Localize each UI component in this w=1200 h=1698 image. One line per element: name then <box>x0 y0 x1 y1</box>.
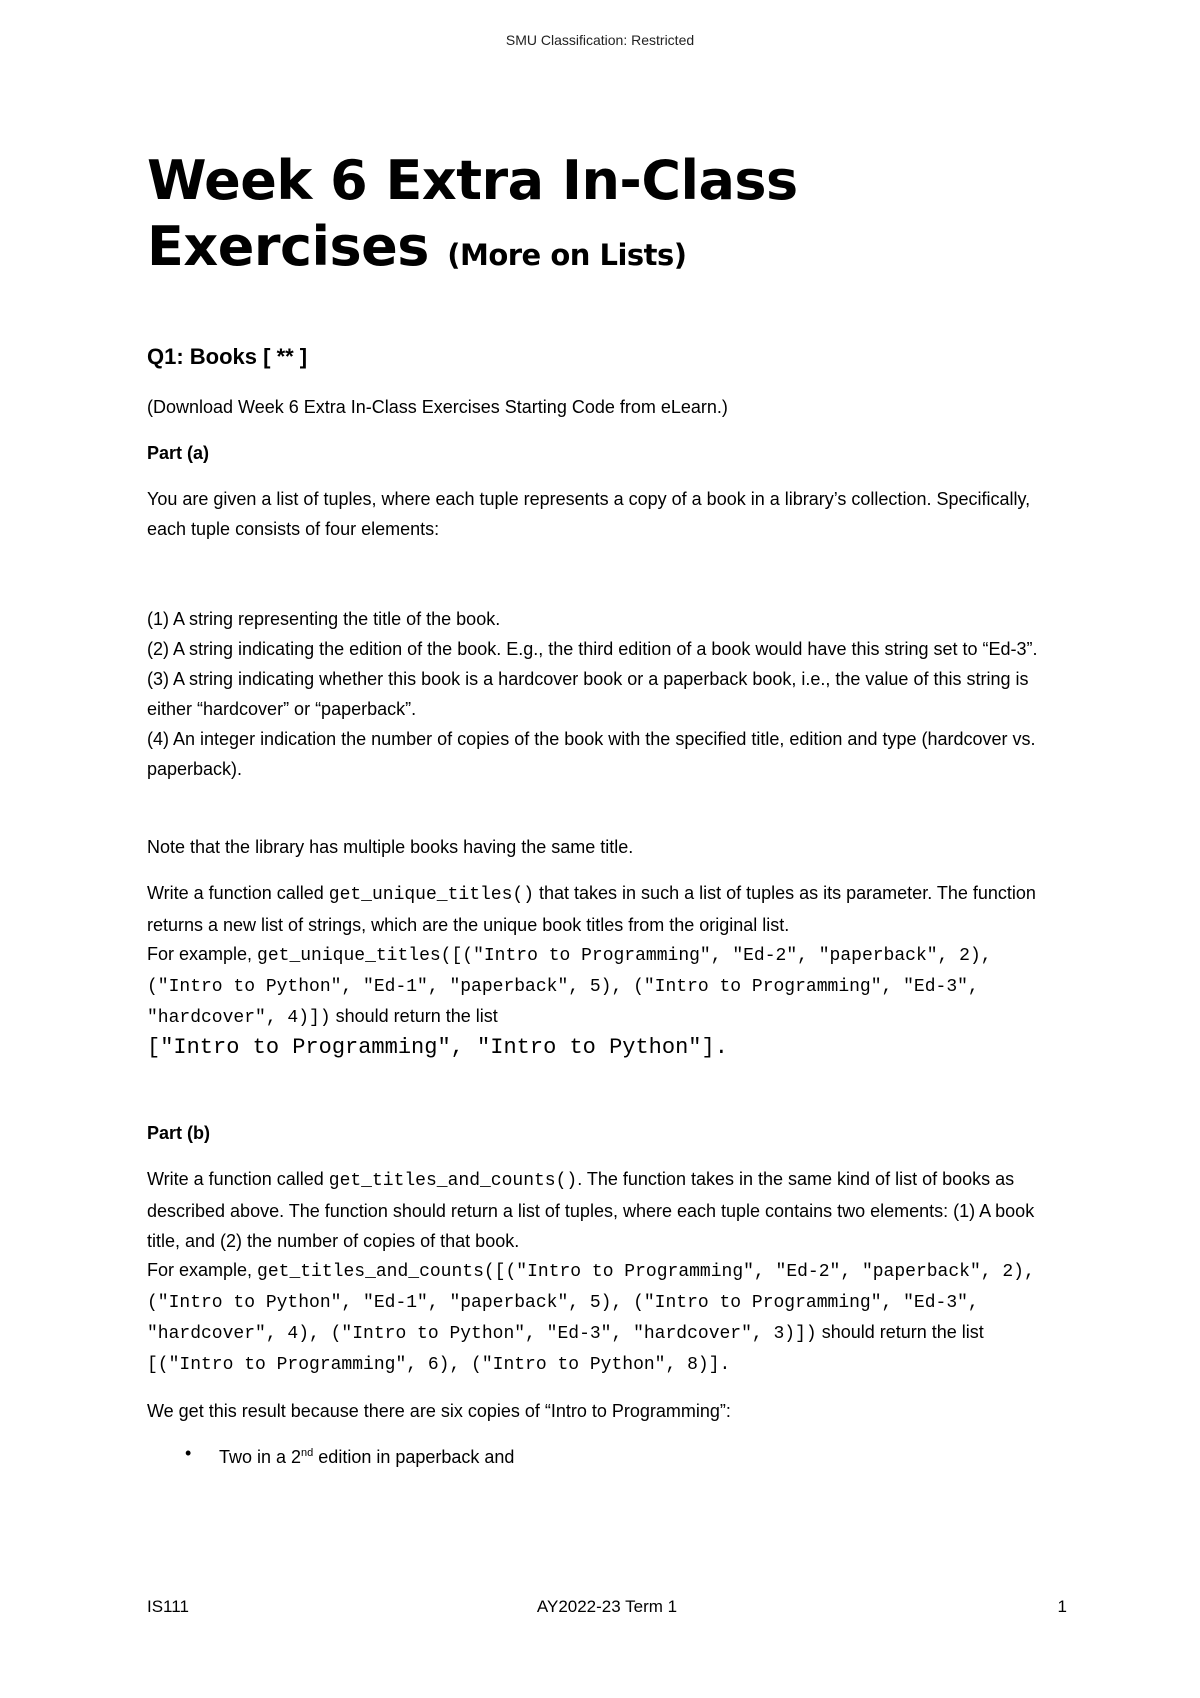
explanation-list <box>147 1438 1067 1472</box>
part-b-example-mid: should return the list <box>816 1322 984 1342</box>
part-a-example <box>147 940 1067 1062</box>
document-body <box>147 148 1067 1472</box>
element-item-3: (3) A string indicating whether this book is a hardcover book or a paperback book, i.e., the value of this string is either “hardcover” or “paperback”. <box>147 669 1029 719</box>
question-heading: Q1: Books [ ** ] <box>147 344 308 369</box>
element-list <box>147 604 1067 784</box>
footer-course: IS111 <box>147 1597 189 1616</box>
part-a-task <box>147 878 1067 940</box>
download-note: (Download Week 6 Extra In-Class Exercises Starting Code from eLearn.) <box>147 397 728 417</box>
page-title <box>147 148 1067 288</box>
part-a-function-name: get_unique_titles() <box>328 885 534 905</box>
part-a-example-code: get_unique_titles([("Intro to Programming", "Ed-2", "paperback", 2), ("Intro to Python", "Ed-1", "paperback", 5), ("Intro to Programming", "Ed-3", "hardcover", 4)]) <box>147 946 992 1028</box>
footer-page-number: 1 <box>1057 1597 1067 1616</box>
part-b-example-code: get_titles_and_counts([("Intro to Programming", "Ed-2", "paperback", 2), ("Intro to Python", "Ed-1", "paperback", 5), ("Intro to Programming", "Ed-3", "hardcover", 4), ("Intro to Python", "Ed-3", "hardcover", 3)]) <box>147 1262 1035 1344</box>
list-item <box>185 1438 1067 1472</box>
part-b-task-pre: Write a function called <box>147 1169 329 1189</box>
title-line-2: Exercises <box>147 215 429 278</box>
part-b-task <box>147 1164 1067 1256</box>
bullet-text-pre: Two in a 2 <box>219 1447 302 1467</box>
classification-header: SMU Classification: Restricted <box>505 32 695 48</box>
element-item-1: (1) A string representing the title of the book. <box>147 609 501 629</box>
bullet-superscript: nd <box>301 1447 314 1459</box>
bullet-text-post: edition in paperback and <box>313 1447 515 1467</box>
part-a-task-pre: Write a function called <box>147 883 329 903</box>
title-subtitle: (More on Lists) <box>447 238 687 272</box>
footer-term: AY2022-23 Term 1 <box>536 1597 678 1616</box>
bullet-icon: • <box>185 1443 192 1463</box>
part-b-example-result: [("Intro to Programming", 6), ("Intro to Python", 8)]. <box>147 1355 731 1375</box>
part-b-function-name: get_titles_and_counts() <box>328 1171 578 1191</box>
part-a-intro: You are given a list of tuples, where each tuple represents a copy of a book in a library’s collection. Specifically, each tuple consists of four elements: <box>147 489 1031 539</box>
part-a-example-pre: For example, <box>147 944 258 964</box>
element-item-2: (2) A string indicating the edition of the book. E.g., the third edition of a book would have this string set to “Ed-3”. <box>147 639 1038 659</box>
part-a-label: Part (a) <box>147 443 210 463</box>
part-a-example-mid: should return the list <box>330 1006 498 1026</box>
part-a-note: Note that the library has multiple books having the same title. <box>147 837 634 857</box>
part-a-task-post: that takes in such a list of tuples as its parameter. The function returns a new list of strings, which are the unique book titles from the original list. <box>147 883 1036 935</box>
part-b-explanation: We get this result because there are six copies of “Intro to Programming”: <box>147 1401 731 1421</box>
part-b-label: Part (b) <box>147 1123 210 1143</box>
part-b-example-pre: For example, <box>147 1260 258 1280</box>
element-item-4: (4) An integer indication the number of copies of the book with the specified title, edition and type (hardcover vs. paperback). <box>147 729 1036 779</box>
part-a-example-result: ["Intro to Programming", "Intro to Python"]. <box>147 1035 728 1060</box>
title-line-1: Week 6 Extra In-Class <box>147 149 798 212</box>
part-b-example <box>147 1256 1067 1380</box>
part-b-task-post: . The function takes in the same kind of list of books as described above. The function should return a list of tuples, where each tuple contains two elements: (1) A book title, and (2) the number of copies of that book. <box>147 1169 1035 1251</box>
